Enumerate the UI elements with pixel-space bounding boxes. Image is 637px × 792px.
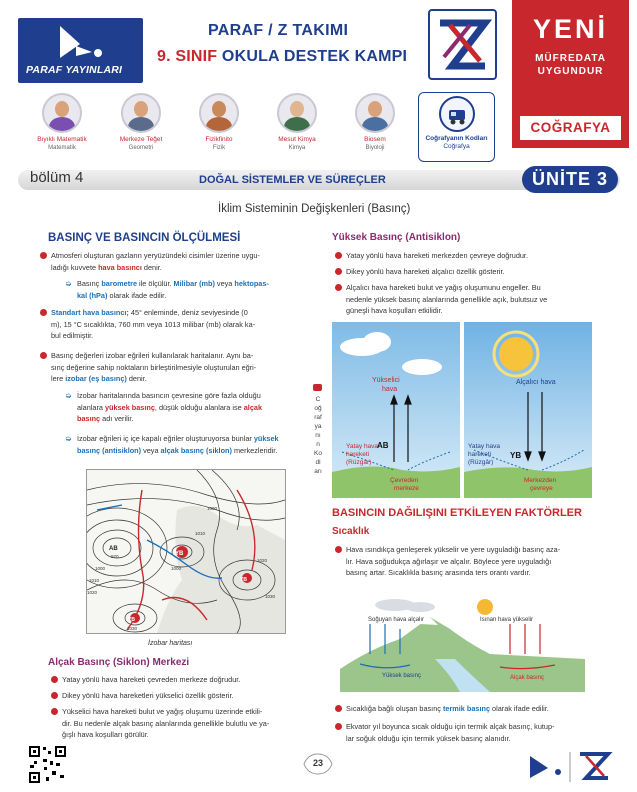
pic2-horiz3: (Rüzgâr) (468, 459, 494, 466)
map-value: 1010 (195, 531, 206, 536)
teacher-subject: Fizik (212, 145, 226, 151)
qr-box-title: Coğrafyanın Kodları (425, 135, 488, 142)
teacher-subject: Kimya (288, 145, 306, 151)
bullet (346, 250, 604, 262)
teacher-name: Merkeze Teğet (119, 136, 163, 143)
map-value: 1020 (87, 590, 98, 595)
text: veya (141, 445, 161, 455)
teacher-name: Biosem (364, 136, 386, 143)
text-line: Yatay yönlü hava hareketi merkezden çevreye doğrudur. (346, 251, 528, 260)
pic3-cold: Soğuyan hava alçalır (368, 617, 425, 623)
title-grade: 9. SINIF (157, 48, 218, 65)
heading-low-pressure: Alçak Basınç (Siklon) Merkezi (48, 657, 190, 668)
bullet (51, 350, 306, 385)
teacher-subject: Geometri (128, 145, 154, 151)
pic2-yb: YB (510, 451, 522, 460)
heading-pressure: BASINÇ VE BASINCIN ÖLÇÜLMESİ (48, 232, 241, 244)
page-title-line2 (157, 48, 407, 66)
teacher-subject: Biyoloji (365, 145, 385, 151)
footer-logos (524, 748, 614, 784)
badge-new: YENİ (532, 14, 609, 44)
map-value: 1000 (95, 566, 106, 571)
text-line: güneşli hava koşulları etkilidir. (346, 306, 443, 315)
term: izobar (eş basınç) (65, 374, 127, 383)
pic3-high: Yüksek basınç (382, 673, 422, 679)
badge-sub1: MÜFREDATA (535, 53, 606, 64)
qr-box-subject: Coğrafya (443, 143, 470, 150)
chapter-label: bölüm 4 (30, 169, 84, 186)
bullet (346, 266, 604, 278)
term: Standart hava basıncı; (51, 308, 129, 317)
pic3-low: Alçak basınç (510, 675, 545, 681)
bullet (51, 250, 306, 273)
heading-temperature: Sıcaklık (332, 526, 370, 537)
text-line: lar soğuk olduğu için termik yüksek basınç alanıdır. (346, 733, 511, 743)
text-line: basınç artar. Sıcaklıkla basınç arasında ters orantı vardır. (346, 568, 531, 577)
isobar-map-drawing (87, 470, 285, 633)
term: basınç (77, 414, 101, 423)
text: olarak ifade edilir. (107, 290, 167, 300)
text: denir. (141, 262, 162, 272)
text-line (51, 307, 306, 319)
teacher-card (189, 93, 249, 151)
text-line (77, 278, 306, 290)
pic1-c1: Çevreden (390, 477, 419, 484)
bullet (346, 282, 604, 317)
paraf-mark-icon (40, 22, 110, 62)
pic1-ab: AB (377, 441, 389, 450)
pic1-horiz3: (Rüzgâr) (346, 459, 372, 466)
teacher-name: Fizikfinito (205, 136, 233, 143)
text-line (51, 262, 306, 274)
text-line: lır. Hava soğudukça ağırlaşır ve alçalır. Böylece yere uyguladığı (346, 556, 552, 566)
sub-bullet (77, 433, 306, 456)
qr-code-icon[interactable] (28, 745, 67, 784)
geography-badge-icon (439, 96, 475, 132)
text-line: Dikey yönlü hava hareketi alçalıcı özellik gösterir. (346, 267, 505, 276)
term: barometre (101, 279, 138, 288)
term: alçak (243, 402, 263, 412)
brand-name: PARAF YAYINLARI (26, 64, 123, 76)
teacher-name: Bıyıklı Matematik (37, 136, 87, 143)
pic1-rise-label: Yükselici (372, 377, 400, 384)
chapter-title: DOĞAL SİSTEMLER VE SÜREÇLER (199, 174, 386, 186)
page-number-badge (300, 752, 336, 776)
map-label-yb: YB (128, 617, 135, 623)
geography-codes-box (418, 92, 495, 162)
text: adı verilir. (100, 414, 134, 423)
title-camp: OKULA DESTEK KAMPI (217, 48, 408, 65)
term: yüksek basınç (105, 402, 155, 412)
curriculum-badge (512, 0, 629, 148)
pic3-warm: Isınan hava yükselir (480, 617, 534, 623)
map-label-ab: AB (109, 546, 118, 552)
heading-factors: BASINCIN DAĞILIŞINI ETKİLEYEN FAKTÖRLER (332, 507, 582, 519)
video-icon[interactable] (313, 384, 322, 391)
map-label-yb: YB (175, 551, 184, 557)
text-line: Yatay yönlü hava hareketi çevreden merkeze doğrudur. (62, 675, 241, 684)
text-line: m), 15 °C sıcaklıkta, 760 mm veya 1013 milibar (mb) olarak ka- (51, 319, 256, 329)
unit-badge: ÜNİTE 3 (522, 166, 618, 193)
text: , düşük olduğu alanlara ise (154, 402, 244, 412)
bullet (346, 703, 604, 715)
pic1-c2: merkeze (394, 485, 419, 492)
pic2-c1: Merkezden (524, 477, 557, 484)
text: Sıcaklığa bağlı oluşan basınç (346, 704, 443, 713)
page-number: 23 (312, 758, 323, 768)
z-team-logo (428, 9, 497, 80)
text-line: Basınç değerleri izobar eğrileri kullanılarak haritalanır. Aynı ba- (51, 351, 254, 360)
text-line: Alçalıcı hava hareketi bulut ve yağış oluşumunu engeller. Bu (346, 283, 541, 292)
map-value: 1030 (265, 594, 276, 599)
text-line (77, 413, 306, 425)
map-value: 970 (111, 554, 119, 559)
subject-label: COĞRAFYA (520, 116, 621, 140)
bullet (346, 544, 604, 579)
text-line (77, 402, 306, 414)
teacher-card (111, 93, 171, 151)
teacher-card (345, 93, 405, 151)
pic1-rise-label2: hava (382, 386, 398, 393)
sub-bullet (77, 278, 306, 301)
term: Milibar (mb) (173, 279, 215, 288)
pic1-horiz2: hareketi (346, 451, 370, 458)
text: denir. (126, 374, 147, 383)
text: lere (51, 374, 66, 383)
z-logo-icon (430, 11, 495, 78)
text: 45° enleminde, deniz seviyesinde (0 (128, 308, 248, 317)
pic2-sink-label: Alçalıcı hava (516, 379, 556, 386)
text-line: nedenle yüksek basınç alanlarında genellikle açık, bulutsuz ve (346, 294, 548, 304)
term: alçak basınç (siklon) (160, 445, 232, 455)
page-title-line1: PARAF / Z TAKIMI (208, 22, 349, 39)
map-value: 1030 (127, 626, 138, 631)
map-value: 1000 (207, 506, 218, 511)
sub-bullet (77, 390, 306, 425)
text-line: sınç değerine sahip noktaların birleştirilmesiyle oluşturulan eğri- (51, 362, 257, 372)
text-line: ➭ İzobar haritalarında basıncın çevresine göre fazla olduğu (77, 391, 261, 400)
map-value: 1000 (171, 566, 182, 571)
isobar-map (86, 469, 286, 634)
map-caption: İzobar haritası (148, 640, 193, 647)
pic2-horiz1: Yatay hava (468, 443, 501, 450)
text-line (77, 433, 306, 445)
bullet (62, 674, 306, 686)
low-pressure-diagram (332, 322, 460, 498)
text: ladığı kuvvete (51, 262, 99, 272)
map-label-yb: YB (240, 577, 247, 583)
term: hava basıncı (98, 262, 142, 272)
text: Basınç (77, 279, 102, 288)
bullet (346, 721, 604, 744)
teacher-subject: Matematik (48, 145, 76, 151)
term: basınç (antisiklon) (77, 445, 142, 455)
text-line: Dikey yönlü hava hareketleri yükselici özellik gösterir. (62, 691, 234, 700)
text-line (51, 373, 306, 385)
term: hektopas- (234, 279, 269, 288)
thermal-pressure-diagram (340, 599, 585, 692)
text: merkezleridir. (231, 445, 278, 455)
bullet (62, 706, 306, 741)
pic2-horiz2: hareketi (468, 451, 492, 458)
text-line: Ekvator yıl boyunca sıcak olduğu için termik alçak basınç, kutup- (346, 722, 555, 731)
avatar (199, 93, 239, 133)
avatar (277, 93, 317, 133)
text-line: dir. Bu nedenle alçak basınç alanlarında genellikle bulutlu ve ya- (62, 718, 270, 728)
text-line: bul edilmiştir. (51, 331, 94, 340)
avatar (121, 93, 161, 133)
text-line (346, 703, 604, 715)
teacher-card (32, 93, 92, 151)
text: veya (214, 279, 235, 288)
avatar (42, 93, 82, 133)
high-pressure-diagram (464, 322, 592, 498)
brand-logo (18, 18, 143, 83)
pic2-c2: çevreye (530, 485, 553, 492)
badge-sub2: UYGUNDUR (537, 66, 604, 77)
term: termik basınç (442, 704, 490, 713)
text: ile ölçülür. (137, 279, 174, 288)
vertical-channel-name: Coğrafyanın Kodları (314, 396, 322, 475)
text-line (77, 445, 306, 457)
text: olarak ifade edilir. (490, 704, 549, 713)
text-line (77, 290, 306, 302)
text-line: Hava ısındıkça genleşerek yükselir ve yere uyguladığı basınç aza- (346, 545, 561, 554)
bullet (62, 690, 306, 702)
avatar (355, 93, 395, 133)
term: kal (hPa) (77, 290, 108, 300)
map-value: 1010 (89, 578, 100, 583)
pic1-horiz1: Yatay hava (346, 443, 379, 450)
term: yüksek (253, 434, 279, 443)
map-value: 1020 (257, 558, 268, 563)
text-line: Atmosferi oluşturan gazların yeryüzündeki cisimler üzerine uygu- (51, 251, 260, 260)
heading-high-pressure: Yüksek Basınç (Antisiklon) (332, 232, 461, 243)
text-line: Yükselici hava hareketi bulut ve yağış oluşumu üzerinde etkili- (62, 707, 263, 716)
text: İzobar eğrileri iç içe kapalı eğriler oluşturuyorsa bunlar (77, 434, 254, 443)
teacher-card (267, 93, 327, 151)
teacher-name: Mesut Kimya (278, 136, 316, 143)
bullet (51, 307, 306, 342)
text-line: ğışlı hava koşulları görülür. (62, 730, 149, 739)
section-subtitle: İklim Sisteminin Değişkenleri (Basınç) (218, 203, 411, 215)
text: alanlara (77, 402, 105, 412)
